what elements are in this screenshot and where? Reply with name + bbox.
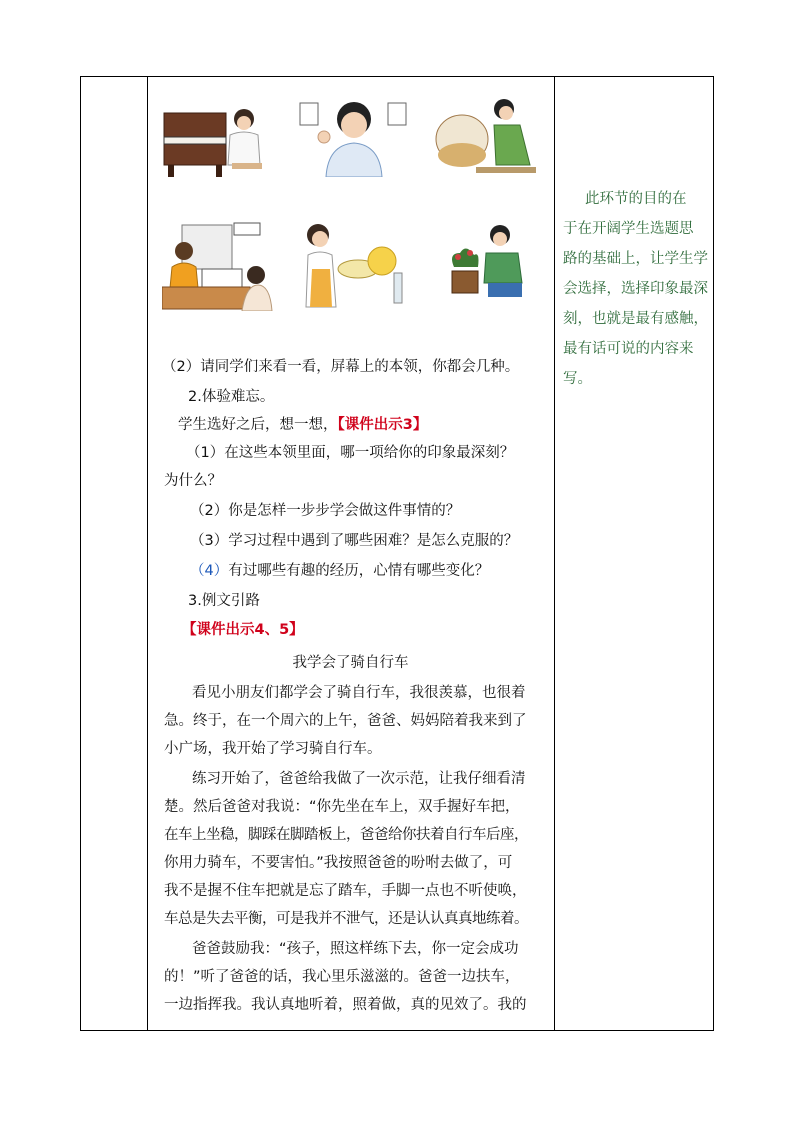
- essay-line: 在车上坐稳，脚踩在脚踏板上，爸爸给你扶着自行车后座，: [164, 827, 528, 843]
- desk-icon: [162, 219, 274, 311]
- essay-title: 我学会了骑自行车: [292, 655, 409, 671]
- note-line: 最有话可说的内容来: [563, 341, 694, 357]
- prompt-4-text: 有过哪些有趣的经历，心情有哪些变化？: [228, 563, 490, 579]
- main-content-cell: [148, 77, 553, 1030]
- boy-icon: [298, 97, 410, 177]
- note-line: 刻，也就是最有感触，: [563, 311, 708, 327]
- essay-line: 看见小朋友们都学会了骑自行车，我很羡慕，也很着: [192, 685, 526, 701]
- prompt-2: （2）你是怎样一步步学会做这件事情的？: [190, 503, 461, 519]
- gardening-icon: [440, 223, 544, 311]
- step-3-heading: 3.例文引路: [188, 593, 260, 609]
- essay-line: 急。终于，在一个周六的上午，爸爸、妈妈陪着我来到了: [164, 713, 527, 729]
- cooking-icon: [298, 219, 416, 311]
- note-line: 此环节的目的在: [585, 191, 687, 207]
- essay-line: 小广场，我开始了学习骑自行车。: [164, 741, 382, 757]
- prompt-1-cont: 为什么？: [164, 473, 222, 489]
- prompt-1: （1）在这些本领里面，哪一项给你的印象最深刻？: [186, 445, 515, 461]
- instruction-text: 学生选好之后，想一想，: [178, 417, 338, 433]
- step-2-heading: 2.体验难忘。: [188, 389, 275, 405]
- prompt-3: （3）学习过程中遇到了哪些困难？是怎么克服的？: [190, 533, 519, 549]
- question-2: （2）请同学们来看一看，屏幕上的本领，你都会几种。: [162, 359, 520, 375]
- essay-line: 练习开始了，爸爸给我做了一次示范，让我仔细看清: [192, 771, 526, 787]
- note-line: 路的基础上，让学生学: [563, 251, 708, 267]
- essay-line: 车总是失去平衡，可是我并不泄气，还是认认真真地练着。: [164, 911, 528, 927]
- prompt-4-number: （4）: [190, 563, 229, 579]
- courseware-tag-4-5: 【课件出示4、5】: [182, 622, 304, 638]
- essay-line: 一边指挥我。我认真地听着，照着做，真的见效了。我的: [164, 997, 527, 1013]
- essay-line: 爸爸鼓励我：“孩子，照这样练下去，你一定会成功: [192, 941, 519, 957]
- essay-line: 楚。然后爸爸对我说：“你先坐在车上，双手握好车把，: [164, 799, 520, 815]
- teaching-note-cell: [555, 77, 713, 1030]
- note-line: 写。: [563, 371, 592, 387]
- piano-icon: [162, 99, 272, 179]
- instruction-line: [178, 415, 553, 435]
- courseware-tag-3: 【课件出示3】: [337, 417, 428, 433]
- essay-line: 的！”听了爸爸的话，我心里乐滋滋的。爸爸一边扶车，: [164, 969, 520, 985]
- note-line: 会选择，选择印象最深: [563, 281, 708, 297]
- basket-icon: [426, 95, 544, 179]
- essay-line: 你用力骑车，不要害怕。”我按照爸爸的吩咐去做了，可: [164, 855, 513, 871]
- note-line: 于在开阔学生选题思: [563, 221, 694, 237]
- prompt-4: [190, 561, 553, 581]
- lesson-table: [80, 76, 714, 1031]
- essay-line: 我不是握不住车把就是忘了踏车，手脚一点也不听使唤，: [164, 883, 527, 899]
